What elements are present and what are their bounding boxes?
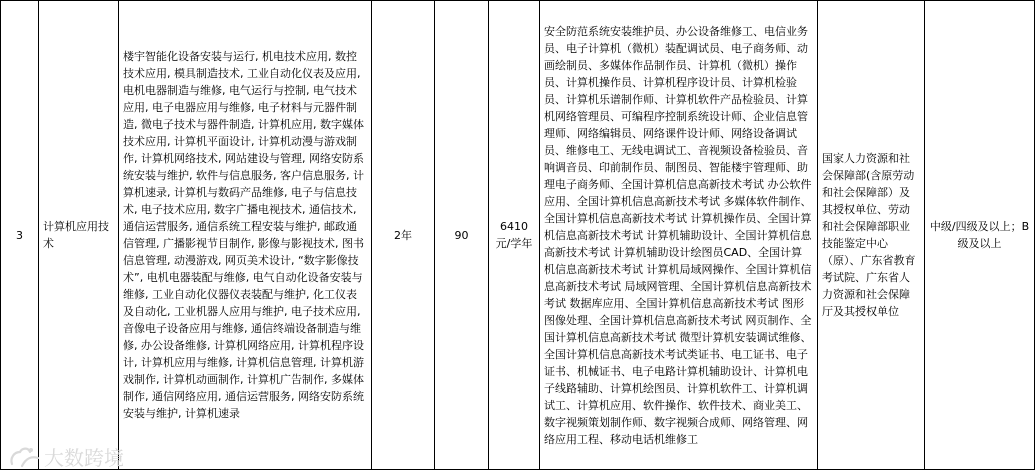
watermark-logo-icon <box>8 444 40 470</box>
study-duration: 2年 <box>372 1 435 470</box>
watermark-text: 大数跨境 <box>44 446 124 470</box>
certificates: 安全防范系统安装维护员、办公设备维修工、电信业务员、电子计算机（微机）装配调试员、电子商务师、动画绘制员、多媒体作品制作员、计算机（微机）操作员、计算机操作员、计算机程序设计员、计算机检验员、计算机乐谱制作师、计算机软件产品检验员、计算机网络管理员、可编程序控制系统设计师、企业信息管理师、网络编辑员、网络课件设计师、网络设备调试员、维修电工、无线电调试工、音视频设备检验员、音响调音员、印前制作员、制图员、智能楼宇管理师、助理电子商务师、全国计算机信息高新技术考试 办公软件应用、全国计算机信息高新技术考试 多媒体软件制作、全国计算机信息高新技术考试 计算机操作员、全国计算机信息高新技术考试 计算机辅助设计、全国计算机信息高新技术考试 计算机辅助设计绘图员CAD、全国计算机信息高新技术考试 计算机局域网操作、全国计算机信息高新技术考试 局域网管理、全国计算机信息高新技术考试 数据库应用、全国计算机信息高新技术考试 图形图像处理、全国计算机信息高新技术考试 网页制作、全国计算机信息高新技术考试 微型计算机安装调试维修、全国计算机信息高新技术考试类证书、电工证书、电子证书、机械证书、电子电路计算机辅助设计、计算机电子线路辅助、计算机绘图员、计算机软件工、计算机调试工、计算机应用、软件操作、软件技术、商业美工、数字视频策划制作师、数字视频合成师、网络管理、网络应用工程、移动电话机维修工 <box>540 1 818 470</box>
issuing-authority: 国家人力资源和社会保障部(含原劳动和社会保障部）及其授权单位、劳动和社会保障部职业技能鉴定中心（原）、广东省教育考试院、广东省人力资源和社会保障厅及其授权单位 <box>818 1 925 470</box>
major-name: 计算机应用技术 <box>39 1 119 470</box>
certificate-level: 中级/四级及以上；B级及以上 <box>925 1 1035 470</box>
tuition: 6410元/学年 <box>489 1 540 470</box>
related-majors: 楼宇智能化设备安装与运行, 机电技术应用, 数控技术应用, 模具制造技术, 工业自动化仪表及应用, 电机电器制造与维修, 电气运行与控制, 电气技术应用, 电子电器应用与维修, 电子材料与元器件制造, 微电子技术与器件制造, 计算机应用, 数字媒体技术应用, 计算机平面设计, 计算机动漫与游戏制作, 计算机网络技术, 网站建设与管理, 网络安防系统安装与维护, 软件与信息服务, 客户信息服务, 计算机速录, 计算机与数码产品维修, 电子与信息技术, 电子技术应用, 数字广播电视技术, 通信技术, 通信运营服务, 通信系统工程安装与维护, 邮政通信管理, 广播影视节目制作, 影像与影视技术, 图书信息管理, 动漫游戏, 网页美术设计, “数字影像技术”, 电机电器装配与维修, 电气自动化设备安装与维修, 工业自动化仪器仪表装配与维护, 化工仪表及自动化, 工业机器人应用与维护, 电子技术应用, 音像电子设备应用与维修, 通信终端设备制造与维修, 办公设备维修, 计算机网络应用, 计算机程序设计, 计算机应用与维修, 计算机信息管理, 计算机游戏制作, 计算机动画制作, 计算机广告制作, 多媒体制作, 通信网络应用, 通信运营服务, 网络安防系统安装与维护, 计算机速录 <box>119 1 372 470</box>
credits: 90 <box>435 1 489 470</box>
row-index: 3 <box>1 1 39 470</box>
table-row <box>1 1 1035 470</box>
watermark <box>8 442 124 471</box>
